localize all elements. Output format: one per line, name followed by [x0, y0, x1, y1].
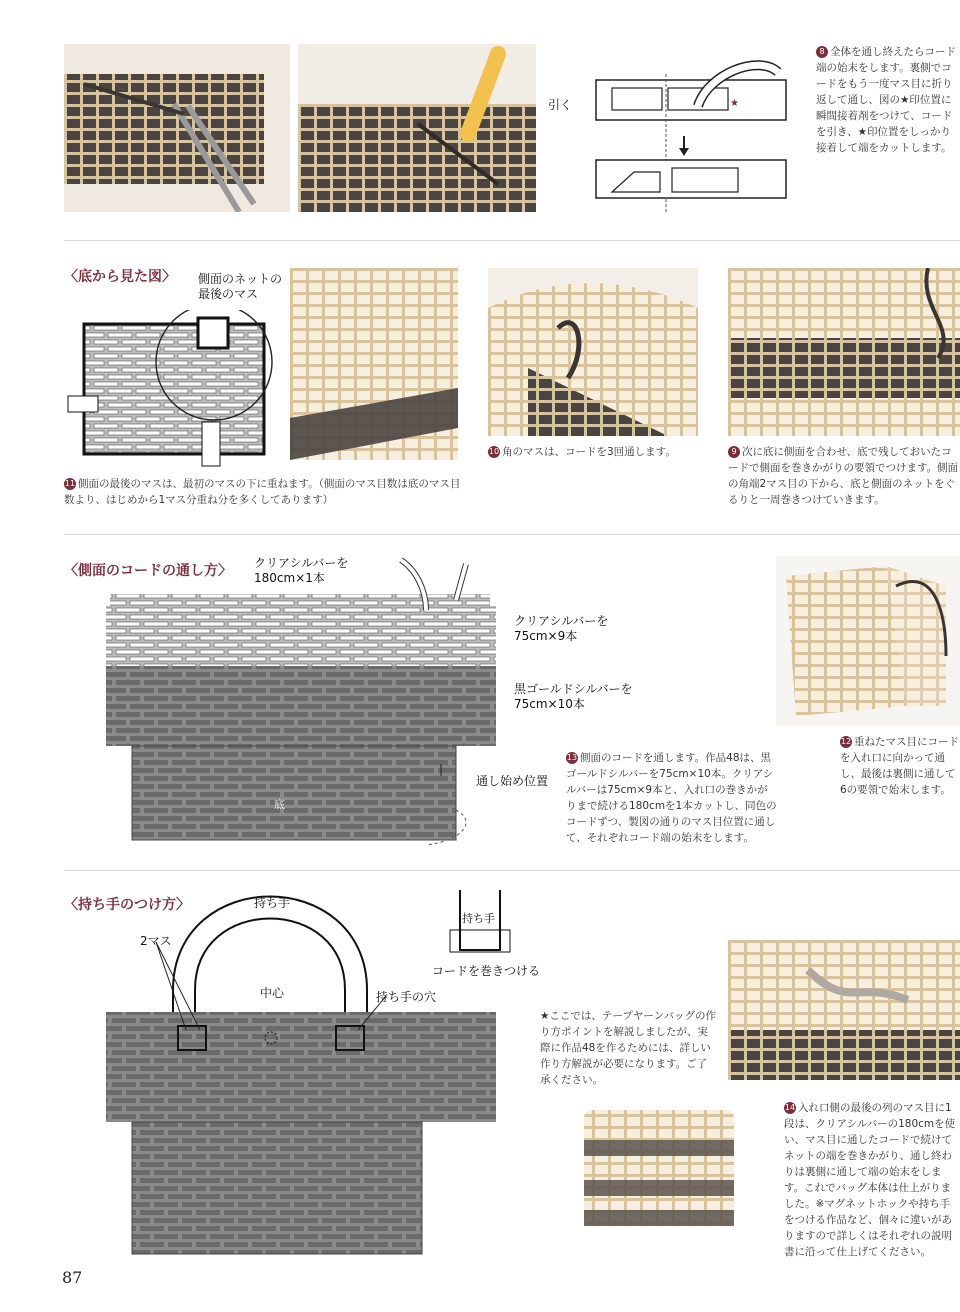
divider [64, 240, 960, 241]
photo-cut-cord [64, 44, 290, 212]
step-10-caption: 10 角のマスは、コードを3回通します。 [488, 446, 676, 458]
page-number: 87 [62, 1268, 83, 1287]
step-8-caption: 8 全体を通し終えたらコード端の始末をします。裏側でコードをもう一度マス目に折り返して通し、図の★印位置に瞬間接着剤をつけて、コードを引き、★印位置をしっかり接着して端をカットします。 [816, 46, 956, 154]
step-13-caption: 13 側面のコードを通します。作品48は、黒ゴールドシルバーを75cm×10本。クリアシルバーは75cm×9本と、入れ口の巻きかがりまで続ける180cmを1本カットし、同色のコードずつ、製図の通りのマス目位置に通して、それぞれコード端の始末をします。 [566, 752, 777, 844]
label-clear-75: クリアシルバーを 75cm×9本 [514, 614, 609, 643]
label-wrap-cord: コードを巻きつける [432, 964, 541, 978]
photo-join-side-bottom [728, 268, 960, 436]
svg-text:★: ★ [730, 98, 739, 109]
step-14-caption: 14 入れ口側の最後の列のマス目に1段は、クリアシルバーの180cmを使い、マス目に通したコードで続けてネットの端を巻きかがり、通し終わりは裏側に通して端の始末をします。これでバッグ本体は仕上がりました。※マグネットホックや持ち手をつける作品など、個々に違いがありますので詳しくはそれぞれの説明書に沿って仕上げてください。 [784, 1102, 956, 1258]
diagram-side-weaving [86, 550, 516, 850]
note-caption: ★ここでは、テープヤーンバッグの作り方ポイントを解説しましたが、実際に作品48を作るためには、詳しい作り方解説が必要になります。ご了承ください。 [540, 1010, 716, 1086]
divider [64, 870, 960, 871]
step-9-caption: 9 次に底に側面を合わせ、底で残しておいたコードで側面を巻きかがりの要領でつけます。側面の角端2マス目の下から、底と側面のネットをぐるりと一周巻きつけていきます。 [728, 446, 959, 506]
last-square-label: 側面のネットの最後のマス [198, 272, 283, 301]
photo-net-corner [290, 268, 458, 460]
photo-rim-wrap [728, 940, 960, 1080]
diagram-bottom-view [64, 310, 284, 470]
photo-finished-bag [560, 1090, 756, 1250]
label-handle-small: 持ち手 [462, 912, 495, 925]
diagram-cord-end [548, 44, 798, 214]
heading-handle: 〈持ち手のつけ方〉 [64, 897, 190, 913]
step-12-caption: 12 重ねたマス目にコードを入れ口に向かって通し、最後は裏側に通して6の要領で始末します。 [840, 736, 959, 796]
photo-glue-cord [298, 44, 536, 212]
heading-side-cord: 〈側面のコードの通し方〉 [64, 563, 232, 579]
label-clear-180: クリアシルバーを 180cm×1本 [254, 556, 349, 585]
pull-label: 引く [548, 98, 573, 112]
label-black-75: 黒ゴールドシルバーを 75cm×10本 [514, 682, 633, 711]
divider [64, 534, 960, 535]
label-handle-hole: 持ち手の穴 [376, 990, 437, 1004]
label-center: 中心 [260, 986, 285, 1000]
photo-side-net [776, 556, 960, 726]
svg-text:底: 底 [274, 798, 285, 811]
photo-corner-3-times [488, 268, 698, 436]
step-11-caption: 11 側面の最後のマスは、最初のマスの下に重ねます。（側面のマス目数は底のマス目数より、はじめから1マス分重ね分を多くしてあります） [64, 478, 461, 506]
heading-bottom-view: 〈底から見た図〉 [64, 269, 176, 285]
diagram-wrap-cord [440, 890, 560, 970]
label-handle: 持ち手 [254, 896, 291, 910]
label-2-squares: 2マス [140, 934, 172, 948]
label-start-position: 通し始め位置 [476, 774, 549, 788]
